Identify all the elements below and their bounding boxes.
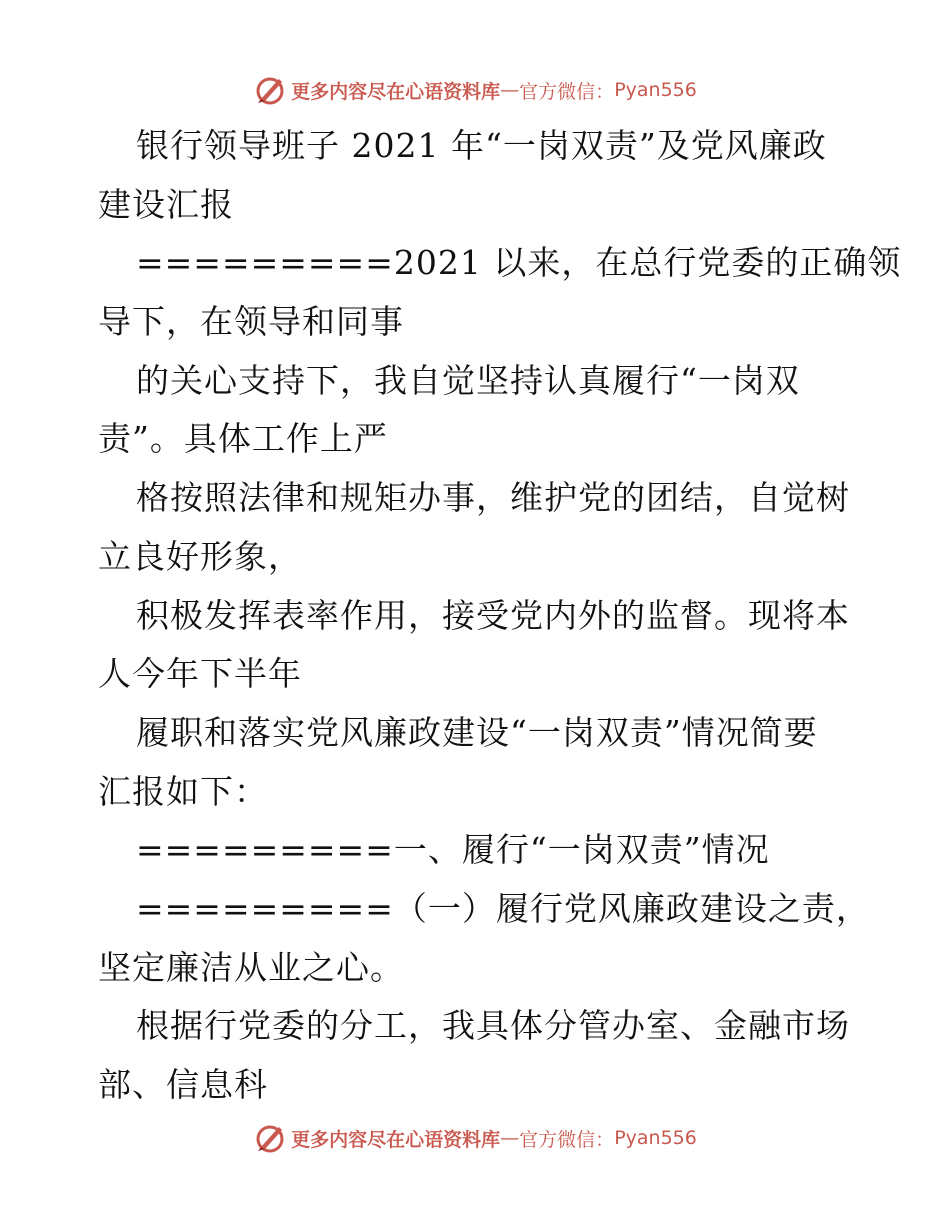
pen-circle-logo-icon <box>253 1121 287 1155</box>
watermark-wechat-id: Pyan556 <box>614 1127 697 1149</box>
paragraph-line: 导下，在领导和同事 <box>98 302 404 342</box>
paragraph-line: 立良好形象， <box>98 536 302 576</box>
watermark-dash: — <box>500 1127 520 1149</box>
watermark-main-text: 更多内容尽在心语资料库 <box>291 1128 501 1151</box>
watermark-main-text: 更多内容尽在心语资料库 <box>291 80 501 103</box>
title-line-2: 建设汇报 <box>98 184 234 224</box>
paragraph-line: 履职和落实党风廉政建设“一岗双责”情况简要 <box>136 712 818 752</box>
header-watermark <box>0 70 950 110</box>
title-line-1: 银行领导班子 2021 年“一岗双责”及党风廉政 <box>136 126 827 165</box>
pen-circle-logo-icon <box>253 73 287 107</box>
paragraph-line: 根据行党委的分工，我具体分管办室、金融市场 <box>136 1006 850 1046</box>
watermark-wechat-id: Pyan556 <box>614 79 697 101</box>
paragraph-line: 汇报如下： <box>98 771 268 811</box>
watermark-wechat-label: 官方微信： <box>519 80 615 103</box>
subsection-heading-cont: 坚定廉洁从业之心。 <box>98 947 404 987</box>
footer-watermark <box>0 1118 950 1158</box>
document-body <box>98 117 902 1115</box>
paragraph-line: 的关心支持下，我自觉坚持认真履行“一岗双 <box>136 360 800 400</box>
watermark-dash: — <box>500 79 520 101</box>
paragraph-line: 格按照法律和规矩办事，维护党的团结，自觉树 <box>136 478 850 518</box>
paragraph-line: 责”。具体工作上严 <box>98 419 388 459</box>
paragraph-line: 人今年下半年 <box>98 654 302 694</box>
section-heading: =========一、履行“一岗双责”情况 <box>136 830 770 870</box>
subsection-heading: =========（一）履行党风廉政建设之责， <box>136 888 870 928</box>
paragraph-line: =========2021 以来，在总行党委的正确领 <box>136 243 902 283</box>
paragraph-line: 积极发挥表率作用，接受党内外的监督。现将本 <box>136 595 850 635</box>
watermark-wechat-label: 官方微信： <box>519 1128 615 1151</box>
paragraph-line: 部、信息科 <box>98 1065 268 1104</box>
